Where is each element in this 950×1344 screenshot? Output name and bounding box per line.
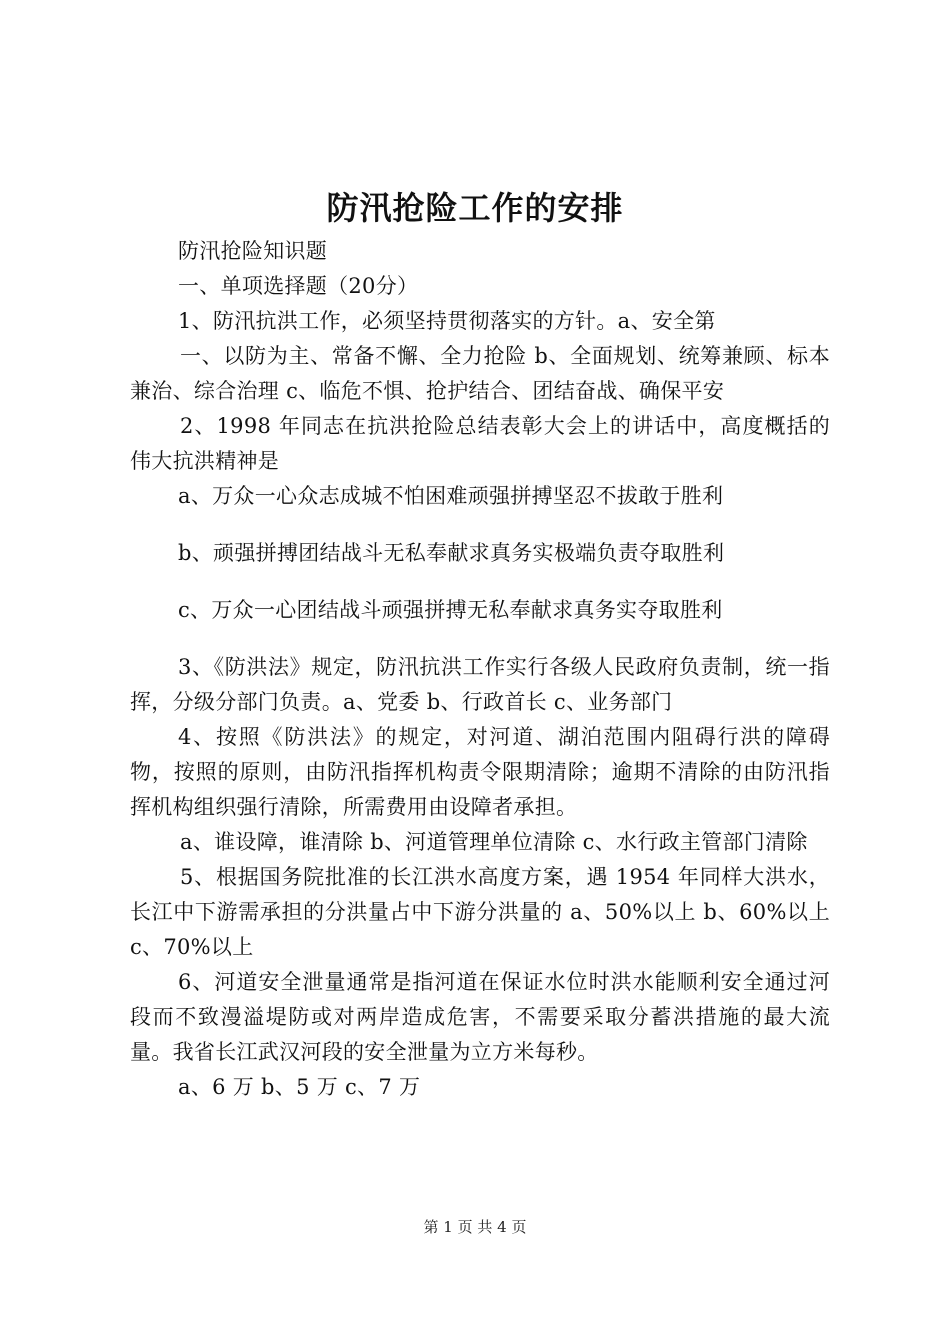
- question-4: 4、按照《防洪法》的规定，对河道、湖泊范围内阻碍行洪的障碍物，按照的原则，由防汛指挥机构责令限期清除；逾期不清除的由防汛指挥机构组织强行清除，所需费用由设障者承担。: [130, 725, 830, 819]
- question-2-option-c: c、万众一心团结战斗顽强拼搏无私奉献求真务实夺取胜利: [178, 598, 723, 622]
- question-2-option-a: a、万众一心众志成城不怕困难顽强拼搏坚忍不拔敢于胜利: [178, 484, 724, 508]
- question-6: 6、河道安全泄量通常是指河道在保证水位时洪水能顺利安全通过河段而不致漫溢堤防或对两岸造成危害，不需要采取分蓄洪措施的最大流量。我省长江武汉河段的安全泄量为立方米每秒。: [130, 970, 830, 1064]
- question-1: 1、防汛抗洪工作，必须坚持贯彻落实的方针。a、安全第: [178, 309, 716, 333]
- question-1-options: 一、以防为主、常备不懈、全力抢险 b、全面规划、统筹兼顾、标本兼治、综合治理 c、临危不惧、抢护结合、团结奋战、确保平安: [130, 344, 830, 403]
- question-4-options: a、谁设障，谁清除 b、河道管理单位清除 c、水行政主管部门清除: [180, 830, 808, 854]
- page-footer: 第 1 页 共 4 页: [423, 1218, 527, 1236]
- question-6-options: a、6 万 b、5 万 c、7 万: [178, 1075, 421, 1099]
- question-5: 5、根据国务院批准的长江洪水高度方案，遇 1954 年同样大洪水，长江中下游需承担的分洪量占中下游分洪量的 a、50%以上 b、60%以上 c、70%以上: [130, 865, 830, 959]
- question-2-option-b: b、顽强拼搏团结战斗无私奉献求真务实极端负责夺取胜利: [178, 541, 725, 565]
- question-3: 3、《防洪法》规定，防汛抗洪工作实行各级人民政府负责制，统一指挥，分级分部门负责。a、党委 b、行政首长 c、业务部门: [130, 655, 830, 714]
- question-2: 2、1998 年同志在抗洪抢险总结表彰大会上的讲话中，高度概括的伟大抗洪精神是: [130, 414, 830, 473]
- document-body: [130, 234, 830, 1105]
- section-subheading: 一、单项选择题（20分）: [178, 274, 419, 298]
- document-title: 防汛抢险工作的安排: [326, 189, 624, 227]
- section-heading: 防汛抢险知识题: [178, 239, 328, 263]
